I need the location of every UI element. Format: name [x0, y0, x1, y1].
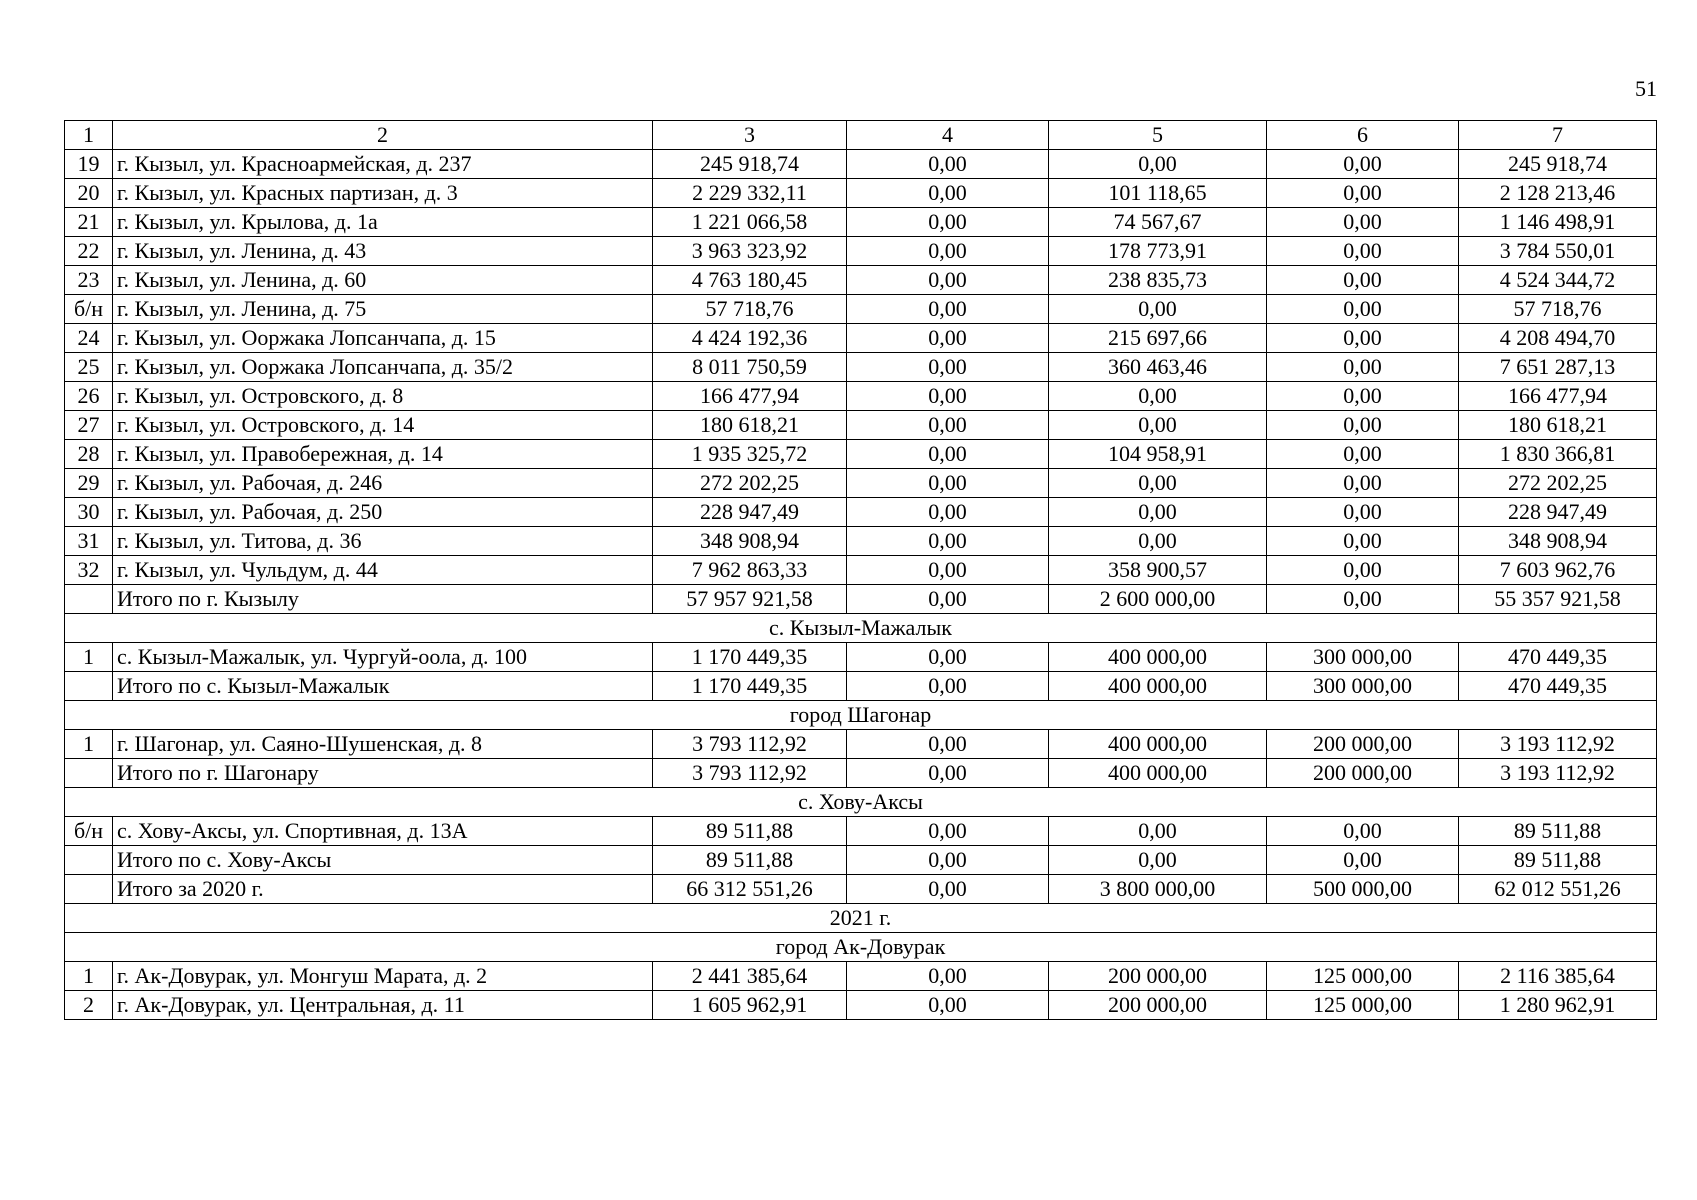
- col-6-value-cell: 0,00: [1267, 440, 1459, 469]
- data-table: [64, 120, 1657, 1020]
- col-4-value-cell: 0,00: [847, 266, 1049, 295]
- col-3-value-cell: 57 957 921,58: [653, 585, 847, 614]
- col-3-value-cell: 1 605 962,91: [653, 991, 847, 1020]
- table-row: [65, 643, 1657, 672]
- col-3-value-cell: 245 918,74: [653, 150, 847, 179]
- col-7-value-cell: 3 784 550,01: [1459, 237, 1657, 266]
- section-row: [65, 701, 1657, 730]
- header-cell-2: 2: [113, 121, 653, 150]
- table-row: [65, 208, 1657, 237]
- col-7-value-cell: 89 511,88: [1459, 846, 1657, 875]
- col-6-value-cell: 0,00: [1267, 469, 1459, 498]
- address-cell: Итого по г. Шагонару: [113, 759, 653, 788]
- col-3-value-cell: 272 202,25: [653, 469, 847, 498]
- row-number-cell: 22: [65, 237, 113, 266]
- address-cell: г. Кызыл, ул. Титова, д. 36: [113, 527, 653, 556]
- col-3-value-cell: 1 170 449,35: [653, 643, 847, 672]
- row-number-cell: 24: [65, 324, 113, 353]
- row-number-cell: б/н: [65, 817, 113, 846]
- col-7-value-cell: 272 202,25: [1459, 469, 1657, 498]
- address-cell: г. Кызыл, ул. Ленина, д. 75: [113, 295, 653, 324]
- col-6-value-cell: 300 000,00: [1267, 672, 1459, 701]
- col-5-value-cell: 400 000,00: [1049, 759, 1267, 788]
- address-cell: г. Кызыл, ул. Чульдум, д. 44: [113, 556, 653, 585]
- table-row: [65, 382, 1657, 411]
- col-5-value-cell: 0,00: [1049, 846, 1267, 875]
- table-row: [65, 150, 1657, 179]
- col-4-value-cell: 0,00: [847, 382, 1049, 411]
- col-5-value-cell: 0,00: [1049, 469, 1267, 498]
- col-7-value-cell: 7 651 287,13: [1459, 353, 1657, 382]
- address-cell: г. Кызыл, ул. Красноармейская, д. 237: [113, 150, 653, 179]
- row-number-cell: 32: [65, 556, 113, 585]
- col-4-value-cell: 0,00: [847, 875, 1049, 904]
- col-4-value-cell: 0,00: [847, 672, 1049, 701]
- col-7-value-cell: 1 146 498,91: [1459, 208, 1657, 237]
- col-7-value-cell: 470 449,35: [1459, 643, 1657, 672]
- col-3-value-cell: 4 763 180,45: [653, 266, 847, 295]
- col-5-value-cell: 0,00: [1049, 295, 1267, 324]
- col-6-value-cell: 300 000,00: [1267, 643, 1459, 672]
- page-number: 51: [1635, 76, 1657, 101]
- col-6-value-cell: 0,00: [1267, 324, 1459, 353]
- col-6-value-cell: 0,00: [1267, 208, 1459, 237]
- address-cell: г. Кызыл, ул. Ооржака Лопсанчапа, д. 15: [113, 324, 653, 353]
- col-6-value-cell: 200 000,00: [1267, 730, 1459, 759]
- address-cell: Итого по с. Кызыл-Мажалык: [113, 672, 653, 701]
- col-5-value-cell: 0,00: [1049, 382, 1267, 411]
- col-3-value-cell: 89 511,88: [653, 817, 847, 846]
- table-row: [65, 846, 1657, 875]
- col-7-value-cell: 57 718,76: [1459, 295, 1657, 324]
- col-5-value-cell: 3 800 000,00: [1049, 875, 1267, 904]
- col-7-value-cell: 1 280 962,91: [1459, 991, 1657, 1020]
- col-7-value-cell: 470 449,35: [1459, 672, 1657, 701]
- row-number-cell: [65, 875, 113, 904]
- address-cell: г. Кызыл, ул. Правобережная, д. 14: [113, 440, 653, 469]
- table-row: [65, 962, 1657, 991]
- col-6-value-cell: 0,00: [1267, 266, 1459, 295]
- header-cell-3: 3: [653, 121, 847, 150]
- row-number-cell: 27: [65, 411, 113, 440]
- table-row: [65, 498, 1657, 527]
- col-6-value-cell: 125 000,00: [1267, 962, 1459, 991]
- address-cell: г. Кызыл, ул. Ленина, д. 43: [113, 237, 653, 266]
- col-3-value-cell: 228 947,49: [653, 498, 847, 527]
- header-row: [65, 121, 1657, 150]
- row-number-cell: 19: [65, 150, 113, 179]
- col-5-value-cell: 358 900,57: [1049, 556, 1267, 585]
- row-number-cell: 20: [65, 179, 113, 208]
- col-4-value-cell: 0,00: [847, 846, 1049, 875]
- row-number-cell: б/н: [65, 295, 113, 324]
- col-3-value-cell: 57 718,76: [653, 295, 847, 324]
- address-cell: г. Шагонар, ул. Саяно-Шушенская, д. 8: [113, 730, 653, 759]
- col-4-value-cell: 0,00: [847, 295, 1049, 324]
- col-6-value-cell: 500 000,00: [1267, 875, 1459, 904]
- col-7-value-cell: 3 193 112,92: [1459, 759, 1657, 788]
- address-cell: г. Кызыл, ул. Островского, д. 14: [113, 411, 653, 440]
- col-6-value-cell: 200 000,00: [1267, 759, 1459, 788]
- table-row: [65, 585, 1657, 614]
- section-title: город Шагонар: [65, 701, 1657, 730]
- col-6-value-cell: 0,00: [1267, 237, 1459, 266]
- row-number-cell: 31: [65, 527, 113, 556]
- col-3-value-cell: 1 170 449,35: [653, 672, 847, 701]
- col-5-value-cell: 178 773,91: [1049, 237, 1267, 266]
- col-6-value-cell: 0,00: [1267, 556, 1459, 585]
- col-3-value-cell: 348 908,94: [653, 527, 847, 556]
- section-row: [65, 788, 1657, 817]
- section-row: [65, 614, 1657, 643]
- col-7-value-cell: 180 618,21: [1459, 411, 1657, 440]
- table-row: [65, 527, 1657, 556]
- col-6-value-cell: 0,00: [1267, 846, 1459, 875]
- table-row: [65, 672, 1657, 701]
- col-6-value-cell: 0,00: [1267, 179, 1459, 208]
- row-number-cell: 29: [65, 469, 113, 498]
- col-7-value-cell: 55 357 921,58: [1459, 585, 1657, 614]
- col-5-value-cell: 0,00: [1049, 527, 1267, 556]
- table-row: [65, 411, 1657, 440]
- col-5-value-cell: 104 958,91: [1049, 440, 1267, 469]
- col-5-value-cell: 400 000,00: [1049, 730, 1267, 759]
- table-row: [65, 266, 1657, 295]
- col-4-value-cell: 0,00: [847, 759, 1049, 788]
- row-number-cell: 1: [65, 730, 113, 759]
- row-number-cell: 1: [65, 962, 113, 991]
- col-3-value-cell: 1 935 325,72: [653, 440, 847, 469]
- col-3-value-cell: 3 793 112,92: [653, 759, 847, 788]
- address-cell: г. Кызыл, ул. Рабочая, д. 250: [113, 498, 653, 527]
- col-6-value-cell: 0,00: [1267, 382, 1459, 411]
- row-number-cell: 25: [65, 353, 113, 382]
- col-4-value-cell: 0,00: [847, 353, 1049, 382]
- col-5-value-cell: 0,00: [1049, 150, 1267, 179]
- address-cell: Итого за 2020 г.: [113, 875, 653, 904]
- col-6-value-cell: 0,00: [1267, 585, 1459, 614]
- address-cell: Итого по с. Хову-Аксы: [113, 846, 653, 875]
- col-7-value-cell: 4 208 494,70: [1459, 324, 1657, 353]
- section-title: 2021 г.: [65, 904, 1657, 933]
- address-cell: с. Кызыл-Мажалык, ул. Чургуй-оола, д. 100: [113, 643, 653, 672]
- col-5-value-cell: 360 463,46: [1049, 353, 1267, 382]
- header-cell-6: 6: [1267, 121, 1459, 150]
- section-title: с. Кызыл-Мажалык: [65, 614, 1657, 643]
- header-cell-7: 7: [1459, 121, 1657, 150]
- row-number-cell: [65, 585, 113, 614]
- col-3-value-cell: 3 963 323,92: [653, 237, 847, 266]
- header-cell-1: 1: [65, 121, 113, 150]
- col-7-value-cell: 2 116 385,64: [1459, 962, 1657, 991]
- col-4-value-cell: 0,00: [847, 237, 1049, 266]
- table-row: [65, 179, 1657, 208]
- col-5-value-cell: 238 835,73: [1049, 266, 1267, 295]
- row-number-cell: [65, 759, 113, 788]
- row-number-cell: 1: [65, 643, 113, 672]
- row-number-cell: 26: [65, 382, 113, 411]
- col-6-value-cell: 125 000,00: [1267, 991, 1459, 1020]
- col-3-value-cell: 166 477,94: [653, 382, 847, 411]
- col-7-value-cell: 166 477,94: [1459, 382, 1657, 411]
- table-row: [65, 730, 1657, 759]
- col-3-value-cell: 180 618,21: [653, 411, 847, 440]
- col-6-value-cell: 0,00: [1267, 527, 1459, 556]
- col-3-value-cell: 8 011 750,59: [653, 353, 847, 382]
- col-5-value-cell: 200 000,00: [1049, 991, 1267, 1020]
- col-5-value-cell: 0,00: [1049, 498, 1267, 527]
- col-4-value-cell: 0,00: [847, 730, 1049, 759]
- table-row: [65, 353, 1657, 382]
- col-4-value-cell: 0,00: [847, 585, 1049, 614]
- table-row: [65, 991, 1657, 1020]
- col-6-value-cell: 0,00: [1267, 817, 1459, 846]
- col-6-value-cell: 0,00: [1267, 295, 1459, 324]
- col-6-value-cell: 0,00: [1267, 498, 1459, 527]
- col-7-value-cell: 7 603 962,76: [1459, 556, 1657, 585]
- row-number-cell: 28: [65, 440, 113, 469]
- address-cell: г. Кызыл, ул. Островского, д. 8: [113, 382, 653, 411]
- address-cell: г. Кызыл, ул. Крылова, д. 1а: [113, 208, 653, 237]
- col-4-value-cell: 0,00: [847, 643, 1049, 672]
- table-row: [65, 556, 1657, 585]
- col-5-value-cell: 215 697,66: [1049, 324, 1267, 353]
- address-cell: г. Ак-Довурак, ул. Монгуш Марата, д. 2: [113, 962, 653, 991]
- col-4-value-cell: 0,00: [847, 817, 1049, 846]
- table-row: [65, 237, 1657, 266]
- col-5-value-cell: 200 000,00: [1049, 962, 1267, 991]
- address-cell: г. Ак-Довурак, ул. Центральная, д. 11: [113, 991, 653, 1020]
- table-row: [65, 759, 1657, 788]
- col-6-value-cell: 0,00: [1267, 411, 1459, 440]
- row-number-cell: 21: [65, 208, 113, 237]
- col-4-value-cell: 0,00: [847, 440, 1049, 469]
- col-7-value-cell: 245 918,74: [1459, 150, 1657, 179]
- col-5-value-cell: 400 000,00: [1049, 643, 1267, 672]
- col-6-value-cell: 0,00: [1267, 150, 1459, 179]
- col-7-value-cell: 2 128 213,46: [1459, 179, 1657, 208]
- table-body: [65, 121, 1657, 1020]
- col-4-value-cell: 0,00: [847, 962, 1049, 991]
- col-7-value-cell: 1 830 366,81: [1459, 440, 1657, 469]
- table-row: [65, 324, 1657, 353]
- col-7-value-cell: 348 908,94: [1459, 527, 1657, 556]
- col-7-value-cell: 3 193 112,92: [1459, 730, 1657, 759]
- address-cell: с. Хову-Аксы, ул. Спортивная, д. 13А: [113, 817, 653, 846]
- address-cell: г. Кызыл, ул. Рабочая, д. 246: [113, 469, 653, 498]
- col-3-value-cell: 89 511,88: [653, 846, 847, 875]
- col-5-value-cell: 400 000,00: [1049, 672, 1267, 701]
- col-3-value-cell: 2 229 332,11: [653, 179, 847, 208]
- col-3-value-cell: 2 441 385,64: [653, 962, 847, 991]
- col-4-value-cell: 0,00: [847, 179, 1049, 208]
- address-cell: г. Кызыл, ул. Красных партизан, д. 3: [113, 179, 653, 208]
- address-cell: Итого по г. Кызылу: [113, 585, 653, 614]
- section-title: город Ак-Довурак: [65, 933, 1657, 962]
- row-number-cell: 2: [65, 991, 113, 1020]
- col-7-value-cell: 4 524 344,72: [1459, 266, 1657, 295]
- col-5-value-cell: 0,00: [1049, 817, 1267, 846]
- col-7-value-cell: 62 012 551,26: [1459, 875, 1657, 904]
- col-3-value-cell: 1 221 066,58: [653, 208, 847, 237]
- col-4-value-cell: 0,00: [847, 556, 1049, 585]
- col-4-value-cell: 0,00: [847, 527, 1049, 556]
- table-row: [65, 469, 1657, 498]
- col-3-value-cell: 4 424 192,36: [653, 324, 847, 353]
- address-cell: г. Кызыл, ул. Ооржака Лопсанчапа, д. 35/2: [113, 353, 653, 382]
- col-4-value-cell: 0,00: [847, 411, 1049, 440]
- col-3-value-cell: 3 793 112,92: [653, 730, 847, 759]
- col-7-value-cell: 228 947,49: [1459, 498, 1657, 527]
- col-5-value-cell: 2 600 000,00: [1049, 585, 1267, 614]
- col-6-value-cell: 0,00: [1267, 353, 1459, 382]
- table-row: [65, 875, 1657, 904]
- section-row: [65, 933, 1657, 962]
- row-number-cell: [65, 672, 113, 701]
- col-5-value-cell: 101 118,65: [1049, 179, 1267, 208]
- header-cell-5: 5: [1049, 121, 1267, 150]
- col-4-value-cell: 0,00: [847, 498, 1049, 527]
- table-row: [65, 440, 1657, 469]
- row-number-cell: 30: [65, 498, 113, 527]
- col-7-value-cell: 89 511,88: [1459, 817, 1657, 846]
- col-3-value-cell: 7 962 863,33: [653, 556, 847, 585]
- table-row: [65, 817, 1657, 846]
- table-row: [65, 295, 1657, 324]
- col-4-value-cell: 0,00: [847, 469, 1049, 498]
- section-title: с. Хову-Аксы: [65, 788, 1657, 817]
- col-3-value-cell: 66 312 551,26: [653, 875, 847, 904]
- row-number-cell: [65, 846, 113, 875]
- header-cell-4: 4: [847, 121, 1049, 150]
- row-number-cell: 23: [65, 266, 113, 295]
- col-4-value-cell: 0,00: [847, 150, 1049, 179]
- col-5-value-cell: 74 567,67: [1049, 208, 1267, 237]
- col-4-value-cell: 0,00: [847, 324, 1049, 353]
- col-5-value-cell: 0,00: [1049, 411, 1267, 440]
- section-row: [65, 904, 1657, 933]
- col-4-value-cell: 0,00: [847, 208, 1049, 237]
- col-4-value-cell: 0,00: [847, 991, 1049, 1020]
- address-cell: г. Кызыл, ул. Ленина, д. 60: [113, 266, 653, 295]
